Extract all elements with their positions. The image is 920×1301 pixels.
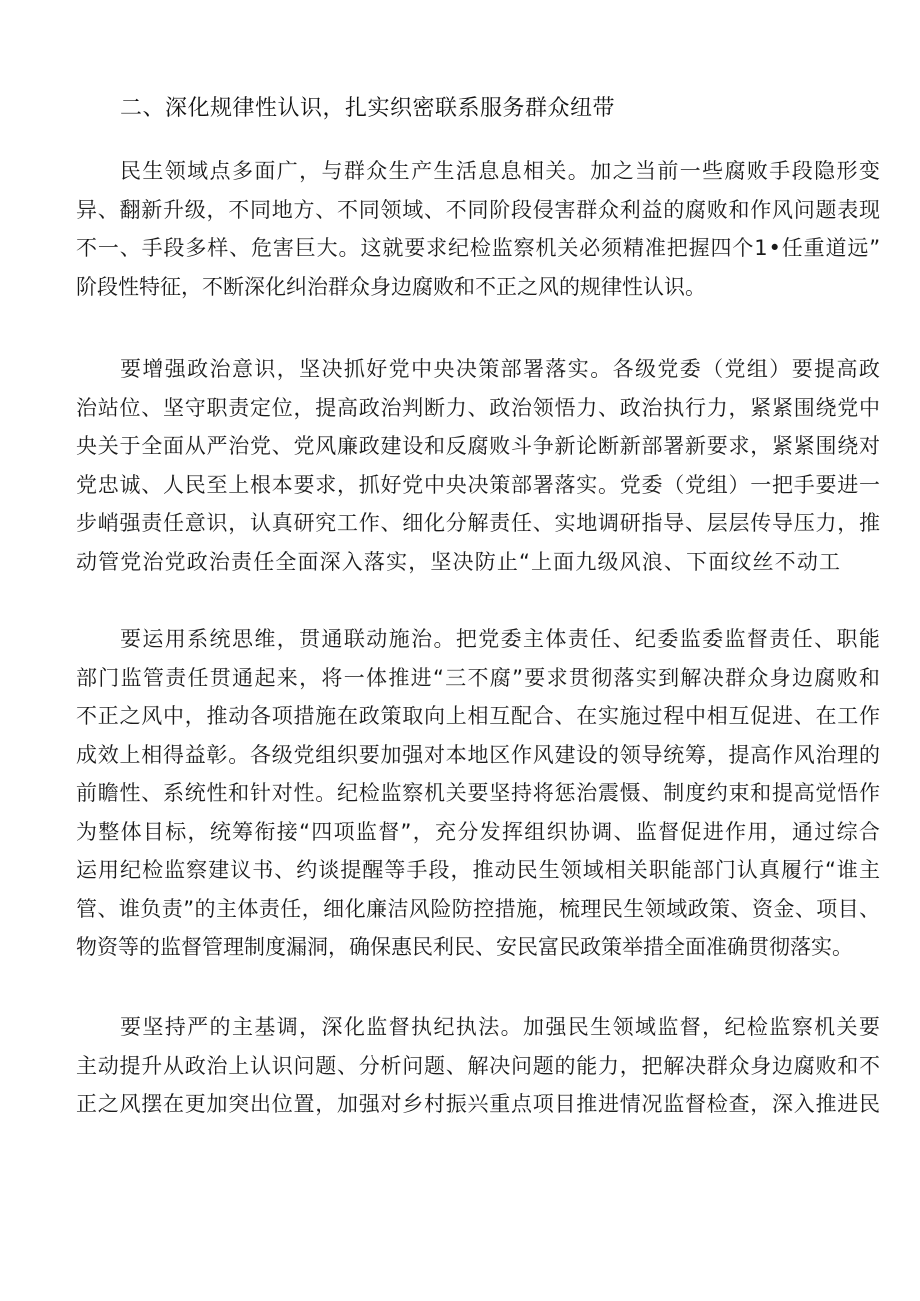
paragraph-line: 前瞻性、系统性和针对性。纪检监察机关要坚持将惩治震慑、制度约束和提高觉悟作 [76,781,881,805]
paragraph-line: 为整体目标，统筹衔接“四项监督”，充分发挥组织协调、监督促进作用，通过综合 [76,819,882,844]
paragraph-line: 治站位、坚守职责定位，提高政治判断力、政治领悟力、政治执行力，紧紧围绕党中 [76,395,881,420]
paragraph-line: 央关于全面从严治党、党风廉政建设和反腐败斗争新论断新部署新要求，紧紧围绕对 [76,434,881,458]
paragraph-line: 部门监管责任贯通起来，将一体推进“三不腐”要求贯彻落实到解决群众身边腐败和 [76,665,882,690]
section-heading: 二、深化规律性认识，扎实织密联系服务群众纽带 [120,96,616,121]
paragraph-line: 阶段性特征，不断深化纠治群众身边腐败和不正之风的规律性认识。 [76,274,706,299]
paragraph-line: 民生领域点多面广，与群众生产生活息息相关。加之当前一些腐败手段隐形变 [120,159,882,183]
paragraph-line: 不正之风中，推动各项措施在政策取向上相互配合、在实施过程中相互促进、在工作 [76,704,881,728]
paragraph-line: 主动提升从政治上认识问题、分析问题、解决问题的能力，把解决群众身边腐败和不 [76,1053,881,1078]
paragraph-line: 要坚持严的主基调，深化监督执纪执法。加强民生领域监督，纪检监察机关要 [120,1015,882,1039]
paragraph-line: 党忠诚、人民至上根本要求，抓好党中央决策部署落实。党委（党组）一把手要进一 [76,472,881,497]
paragraph-line: 物资等的监督管理制度漏洞，确保惠民利民、安民富民政策举措全面准确贯彻落实。 [76,935,853,959]
paragraph-line: 管、谁负责”的主体责任，细化廉洁风险防控措施，梳理民生领域政策、资金、项目、 [76,896,881,921]
paragraph-line: 要运用系统思维，贯通联动施治。把党委主体责任、纪委监委监督责任、职能 [120,627,882,651]
paragraph-line: 正之风摆在更加突出位置，加强对乡村振兴重点项目推进情况监督检查，深入推进民 [76,1092,881,1116]
paragraph-line: 不一、手段多样、危害巨大。这就要求纪检监察机关必须精准把握四个1•任重道远” [76,236,882,260]
paragraph-line: 异、翻新升级，不同地方、不同领域、不同阶段侵害群众利益的腐败和作风问题表现 [76,197,881,222]
paragraph-line: 动管党治党政治责任全面深入落实，坚决防止“上面九级风浪、下面纹丝不动工 [76,549,842,574]
paragraph-line: 步峭强责任意识，认真研究工作、细化分解责任、实地调研指导、层层传导压力，推 [76,511,881,535]
paragraph-line: 要增强政治意识，坚决抓好党中央决策部署落实。各级党委（党组）要提高政 [120,357,882,381]
paragraph-line: 运用纪检监察建议书、约谈提醒等手段，推动民生领域相关职能部门认真履行“谁主 [76,858,881,882]
paragraph-line: 成效上相得益彰。各级党组织要加强对本地区作风建设的领导统筹，提高作风治理的 [76,742,881,767]
